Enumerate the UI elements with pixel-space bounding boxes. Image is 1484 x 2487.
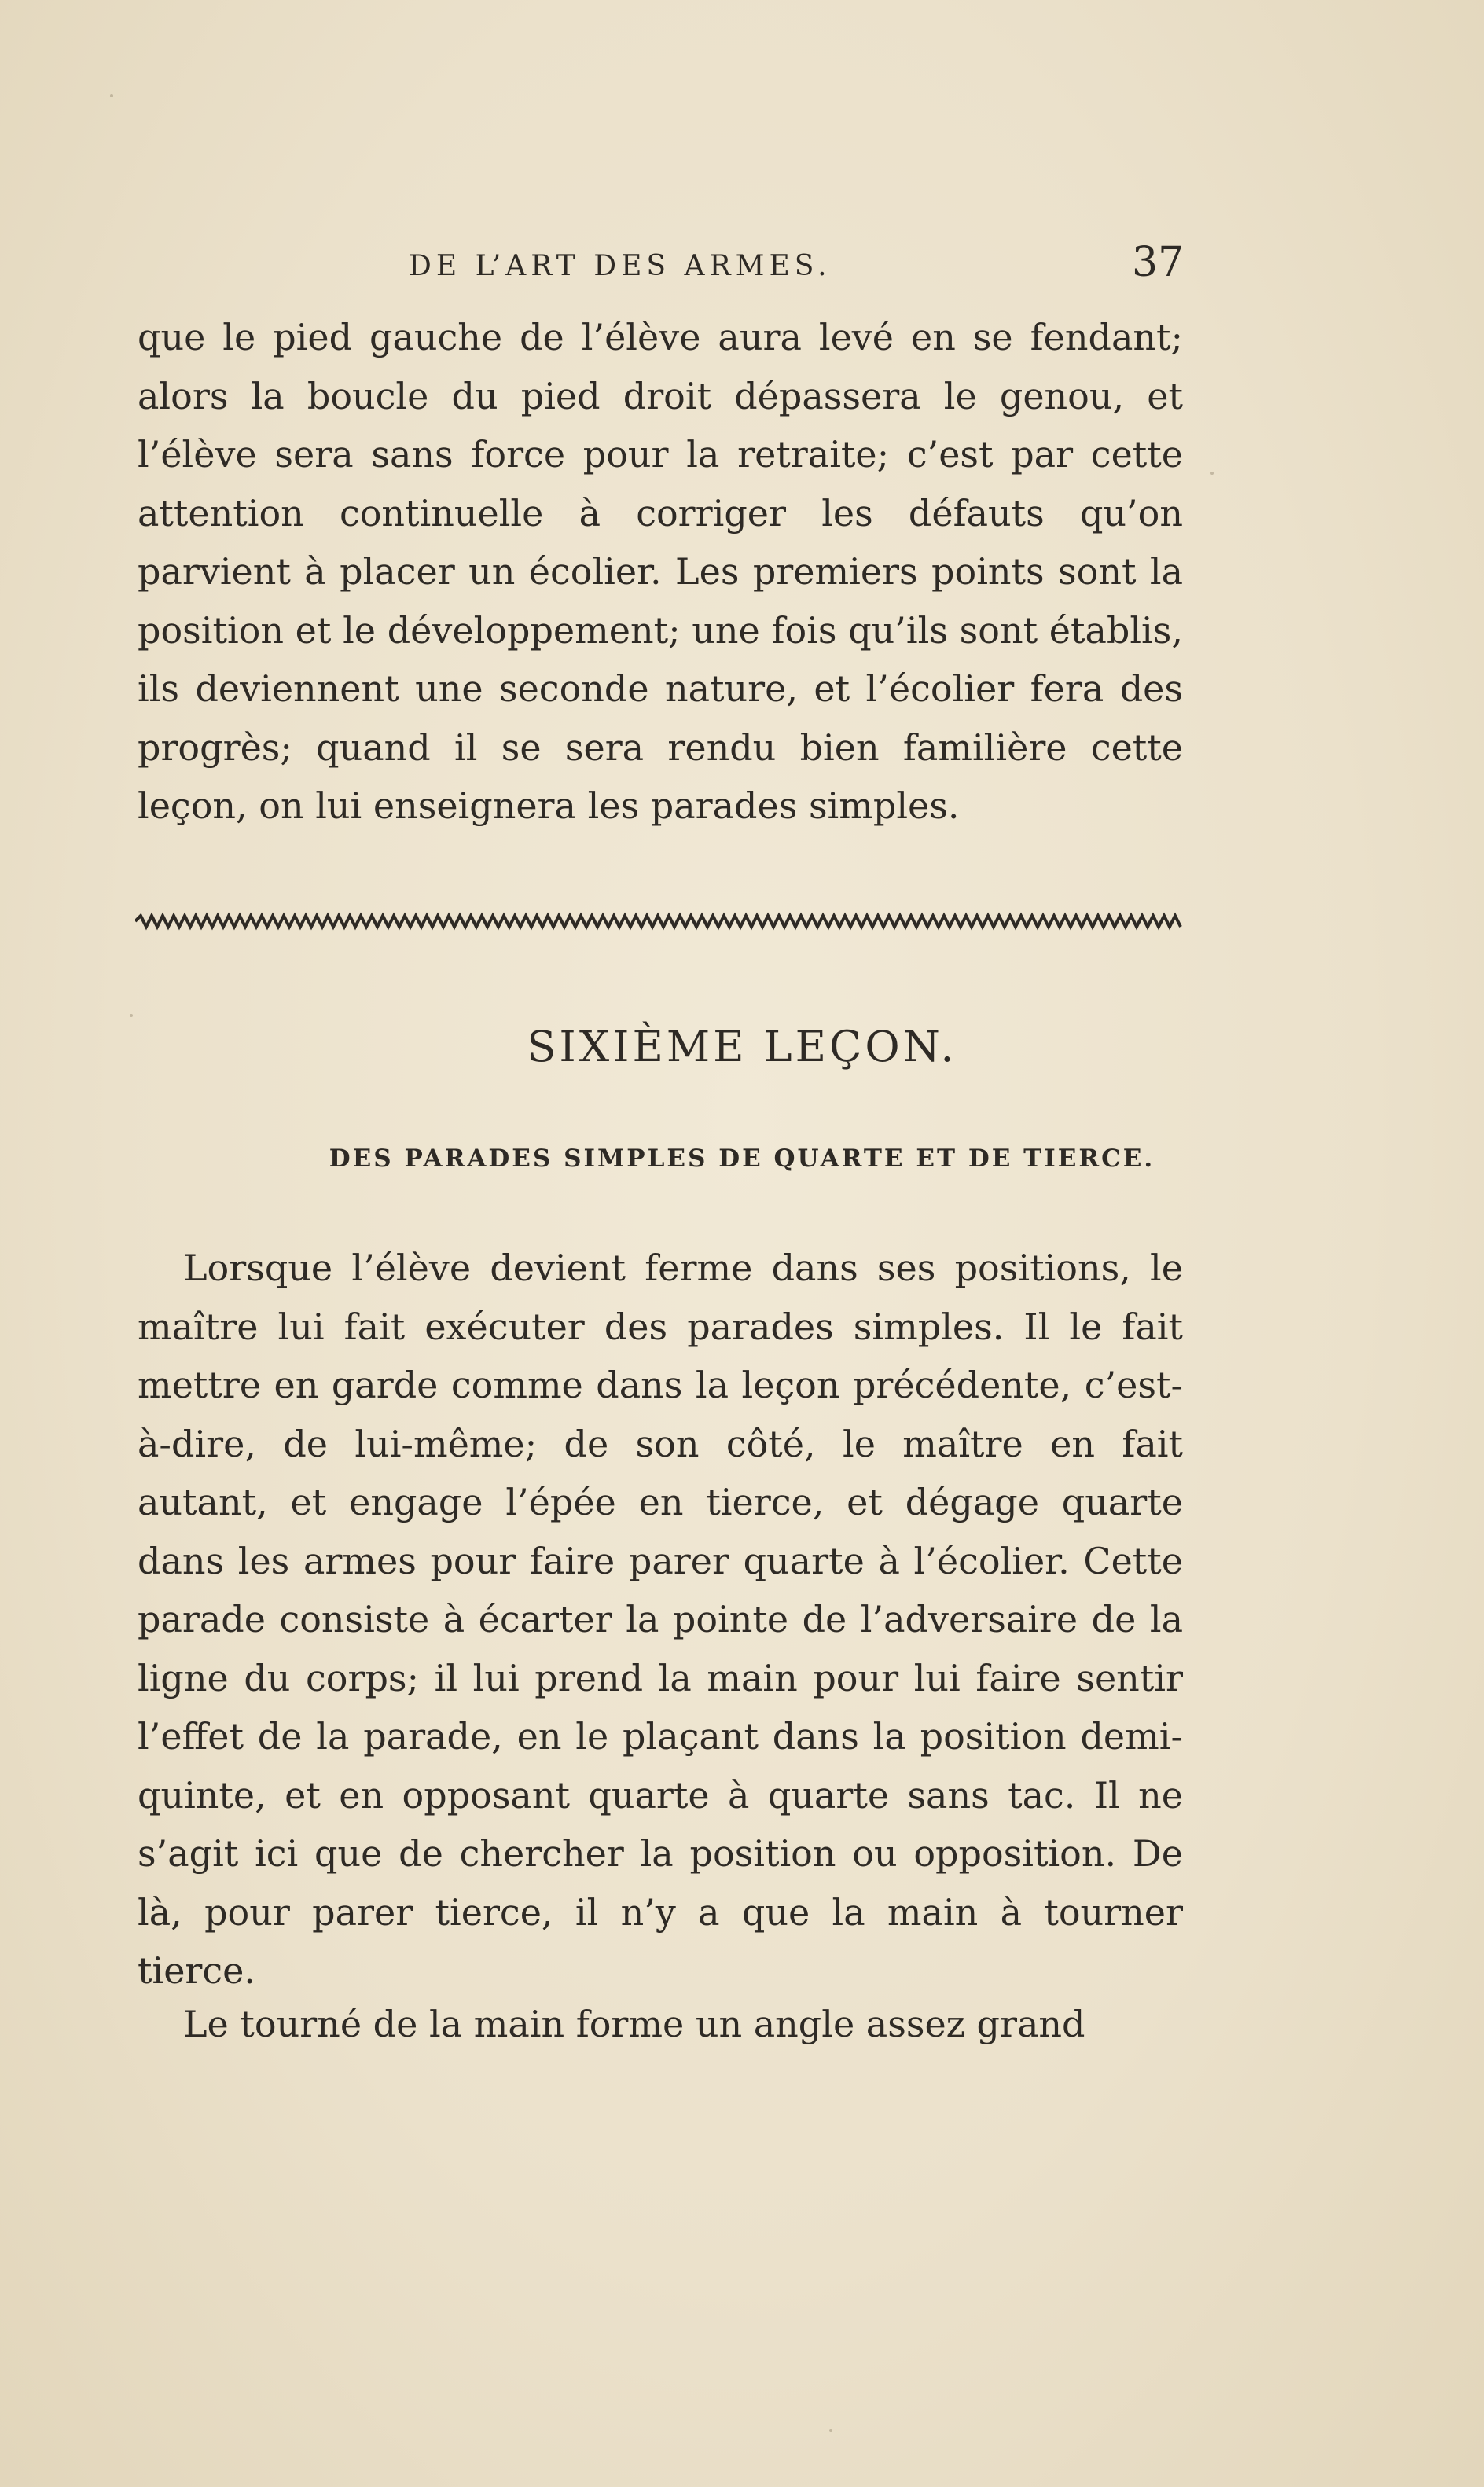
page-number: 37 (1132, 239, 1185, 286)
running-head: DE L’ART DES ARMES. (409, 250, 832, 282)
lesson-paragraph: Le tourné de la main forme un angle assez grand (183, 2003, 1085, 2045)
paper-speck (130, 1014, 133, 1017)
lesson-paragraph: Lorsque l’élève devient ferme dans ses positions, le maître lui fait exécuter des parades simples. Il le fait mettre en garde comme dans la leçon précédente, c’est-à-dire, de lui-même; de son côté, le maître en fait autant, et engage l’épée en tierce, et dégage quarte dans les armes pour faire parer quarte à l’écolier. Cette parade consiste à écarter la pointe de l’adversaire de la ligne du corps; il lui prend la main pour lui faire sentir l’effet de la parade, en le plaçant dans la position demi-quinte, et en opposant quarte à quarte sans tac. Il ne s’agit ici que de chercher la position ou opposition. De là, pour parer tierce, il n’y a que la main à tourner tierce. (138, 1247, 1183, 1992)
paper-speck (1210, 472, 1214, 475)
paper-speck (829, 2429, 832, 2432)
lesson-subtitle: DES PARADES SIMPLES DE QUARTE ET DE TIERCE. (329, 1144, 1155, 1173)
wavy-rule-ornament (135, 912, 1185, 931)
paper-speck (110, 94, 113, 97)
continuation-paragraph: que le pied gauche de l’élève aura levé en se fendant; alors la boucle du pied droit dépassera le genou, et l’élève sera sans force pour la retraite; c’est par cette attention continuelle à corriger les défauts qu’on parvient à placer un écolier. Les premiers points sont la position et le développement; une fois qu’ils sont établis, ils deviennent une seconde nature, et l’écolier fera des progrès; quand il se sera rendu bien familière cette leçon, on lui enseignera les parades simples. (138, 316, 1183, 827)
lesson-title: SIXIÈME LEÇON. (527, 1022, 957, 1071)
